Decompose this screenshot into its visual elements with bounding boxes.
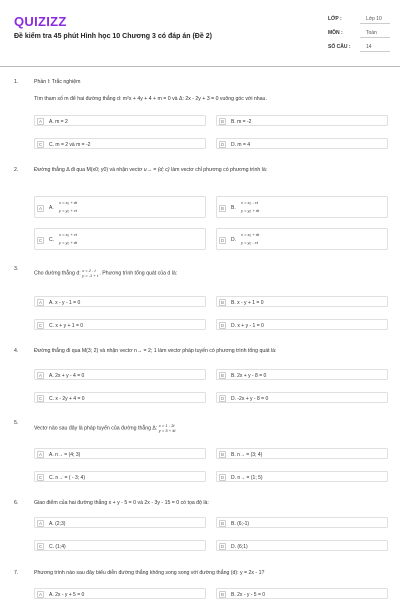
option-text: C. m = 2 và m = -2	[49, 141, 91, 148]
equation-line: x = 1 - 3t	[158, 423, 175, 428]
answer-option-d[interactable]	[216, 471, 388, 482]
option-letter: C	[38, 237, 43, 243]
option-letter: B	[220, 592, 224, 597]
equation-line: y = y₀ + ct	[59, 208, 77, 213]
option-letter: C	[38, 475, 43, 480]
option-letter: A	[38, 521, 42, 526]
option-text: A.	[49, 205, 54, 211]
question-number: 7.	[14, 570, 19, 576]
question-text-part: Cho đường thẳng d:	[34, 270, 81, 277]
option-text: D. n→ = (1; 5)	[231, 474, 263, 481]
question-text-part: . Phương trình tổng quát của d là:	[99, 270, 178, 277]
meta-divider	[360, 51, 390, 52]
header-divider	[0, 66, 400, 67]
equation-line: x = x₀ + ct	[59, 232, 77, 237]
option-letter: A	[38, 592, 42, 597]
question-number: 5.	[14, 420, 19, 426]
option-letter: C	[38, 544, 43, 549]
answer-option-d[interactable]	[216, 540, 388, 551]
meta-value: Toán	[366, 30, 377, 36]
answer-option-a[interactable]	[34, 448, 206, 459]
section-heading: Phần I: Trắc nghiệm	[34, 79, 81, 85]
option-text: A. 2x - y + 5 = 0	[49, 591, 85, 598]
meta-divider	[360, 23, 390, 24]
answer-option-b[interactable]	[216, 296, 388, 307]
vector-expression: u→ = (d; c)	[143, 167, 170, 173]
equation-system	[241, 231, 259, 247]
equation-system	[159, 423, 176, 433]
question-text-part: Vectơ nào sau đây là pháp tuyến của đường thẳng Δ:	[34, 425, 158, 432]
option-letter: A	[38, 300, 42, 305]
option-text: B. m = -2	[231, 118, 252, 125]
option-letter: D	[220, 475, 225, 480]
question-text: Giao điểm của hai đường thẳng x + y - 5 = 0 và 2x - 3y - 15 = 0 có tọa độ là:	[34, 500, 209, 506]
document-title: Đề kiểm tra 45 phút Hình học 10 Chương 3 có đáp án (Đề 2)	[14, 33, 212, 40]
answer-option-c[interactable]	[34, 228, 206, 250]
question-text	[34, 268, 390, 278]
equation-line: y = 5 + 4t	[158, 428, 176, 433]
meta-value: 14	[366, 44, 372, 50]
answer-option-c[interactable]	[34, 540, 206, 551]
equation-system	[82, 268, 98, 278]
answer-option-a[interactable]	[34, 369, 206, 380]
option-letter: D	[220, 323, 225, 328]
question-text-part: Đường thẳng Δ đi qua M(x0; y0) và nhận vectơ	[34, 167, 143, 173]
answer-option-a[interactable]	[34, 588, 206, 599]
option-letter: A	[38, 119, 42, 124]
equation-system	[59, 199, 77, 215]
meta-label: MÔN :	[328, 30, 343, 36]
question-number: 3.	[14, 266, 19, 272]
equation-line: y = y₀ - ct	[241, 240, 258, 245]
option-text: C. x + y + 1 = 0	[49, 322, 84, 329]
answer-option-a[interactable]	[34, 296, 206, 307]
question-text-part: làm vectơ chỉ phương có phương trình là:	[171, 167, 268, 173]
option-text: B. (6;-1)	[231, 520, 250, 527]
equation-line: x = x₀ + dt	[241, 232, 260, 237]
option-text: B. x - y + 1 = 0	[231, 299, 264, 306]
option-text: B. n→ = (3; 4)	[231, 451, 263, 458]
answer-option-d[interactable]	[216, 228, 388, 250]
question-text	[34, 423, 390, 433]
option-letter: C	[38, 323, 43, 328]
answer-option-a[interactable]	[34, 196, 206, 218]
answer-option-c[interactable]	[34, 319, 206, 330]
page-header	[0, 0, 400, 62]
equation-line: x = x₀ - ct	[241, 200, 258, 205]
question-number: 1.	[14, 79, 19, 85]
option-text: A. n→ = (4; 3)	[49, 451, 81, 458]
option-text: A. x - y - 1 = 0	[49, 299, 81, 306]
option-letter: B	[220, 373, 224, 378]
option-text: C.	[49, 237, 54, 243]
option-letter: A	[38, 373, 42, 378]
question-text: Tìm tham số m để hai đường thẳng d: m²x + 4y + 4 + m = 0 và Δ: 2x - 2y + 3 = 0 vuông góc với nhau.	[34, 96, 267, 102]
option-letter: D	[220, 142, 225, 147]
answer-option-c[interactable]	[34, 138, 206, 149]
option-letter: B	[220, 119, 224, 124]
option-letter: A	[38, 205, 42, 211]
equation-line: y = y₀ + dt	[241, 208, 260, 213]
option-letter: D	[220, 237, 225, 243]
answer-option-d[interactable]	[216, 138, 388, 149]
option-text: B.	[231, 205, 236, 211]
answer-option-b[interactable]	[216, 196, 388, 218]
answer-option-c[interactable]	[34, 392, 206, 403]
answer-option-b[interactable]	[216, 588, 388, 599]
option-text: A. (2;3)	[49, 520, 66, 527]
equation-system	[59, 231, 77, 247]
option-text: D. x + y - 1 = 0	[231, 322, 264, 329]
equation-line: x = x₀ + dt	[59, 200, 78, 205]
question-number: 6.	[14, 500, 19, 506]
answer-option-b[interactable]	[216, 448, 388, 459]
question-number: 4.	[14, 348, 19, 354]
option-text: B. 2x + y - 8 = 0	[231, 372, 267, 379]
equation-system	[241, 199, 259, 215]
option-text: D. -2x + y - 8 = 0	[231, 395, 269, 402]
quizizz-logo: QUIZIZZ	[14, 14, 67, 29]
answer-option-b[interactable]	[216, 115, 388, 126]
option-text: B. 2x - y - 5 = 0	[231, 591, 266, 598]
meta-label: LỚP :	[328, 16, 342, 22]
option-letter: C	[38, 142, 43, 147]
option-letter: B	[220, 300, 224, 305]
option-text: D. (6;1)	[231, 543, 248, 550]
option-text: D. m = 4	[231, 141, 251, 148]
equation-line: y = y₀ + dt	[59, 240, 78, 245]
equation-line: x = 2 - t	[82, 268, 96, 273]
option-text: D.	[231, 237, 236, 243]
question-number: 2.	[14, 167, 19, 173]
option-letter: D	[220, 544, 225, 549]
answer-option-b[interactable]	[216, 369, 388, 380]
meta-divider	[360, 37, 390, 38]
option-text: A. 2x + y - 4 = 0	[49, 372, 85, 379]
option-letter: B	[220, 452, 224, 457]
equation-line: y = -1 + t	[82, 273, 98, 278]
option-text: C. (1;4)	[49, 543, 66, 550]
question-text: Đường thẳng đi qua M(3; 2) và nhận vectơ n→ = 2; 1 làm vectơ pháp tuyến có phương trình tổng quát là:	[34, 348, 277, 354]
option-text: A. m = 2	[49, 118, 68, 125]
option-text: C. n→ = ( - 3; 4)	[49, 474, 85, 481]
option-text: C. x - 2y + 4 = 0	[49, 395, 85, 402]
option-letter: A	[38, 452, 42, 457]
question-text: Phương trình nào sau đây biểu diễn đường thẳng không song song với đường thẳng (d): y = 2x - 1?	[34, 570, 265, 576]
meta-value: Lớp 10	[366, 16, 382, 22]
answer-option-a[interactable]	[34, 517, 206, 528]
answer-option-b[interactable]	[216, 517, 388, 528]
question-text	[34, 167, 390, 174]
answer-option-d[interactable]	[216, 319, 388, 330]
answer-option-c[interactable]	[34, 471, 206, 482]
meta-label: SỐ CÂU :	[328, 44, 351, 50]
option-letter: B	[220, 521, 224, 526]
option-letter: B	[220, 205, 224, 211]
option-letter: D	[220, 396, 225, 401]
answer-option-a[interactable]	[34, 115, 206, 126]
answer-option-d[interactable]	[216, 392, 388, 403]
option-letter: C	[38, 396, 43, 401]
